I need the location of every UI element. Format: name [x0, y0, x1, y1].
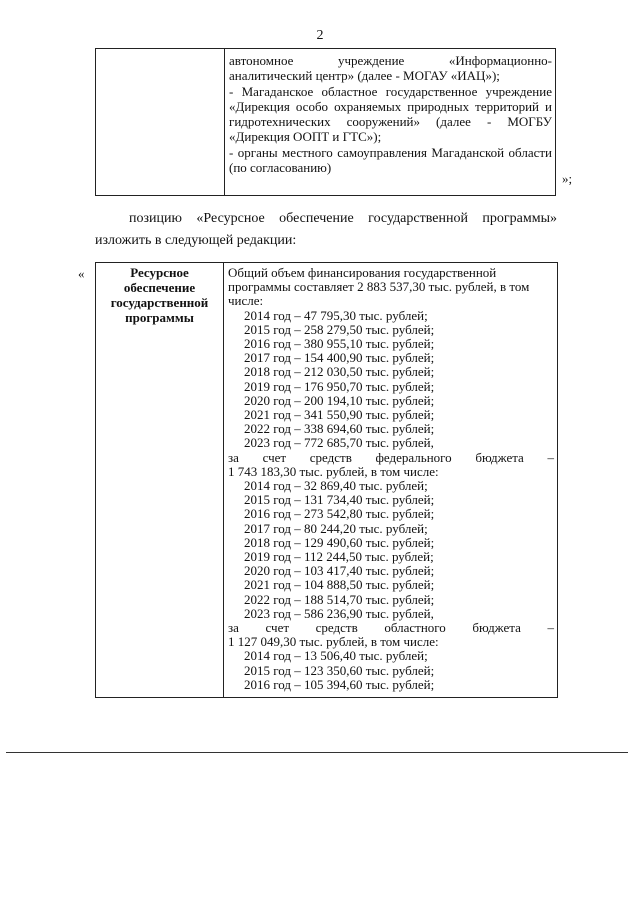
- year-amount-line: 2021 год – 104 888,50 тыс. рублей;: [244, 577, 435, 593]
- instruction-paragraph-line1: позицию «Ресурсное обеспечение государственной программы»: [129, 211, 557, 226]
- regional-budget-total: 1 127 049,30 тыс. рублей, в том числе:: [228, 634, 439, 650]
- year-amount-line: 2014 год – 32 869,40 тыс. рублей;: [244, 478, 428, 494]
- page-number: 2: [316, 28, 324, 43]
- year-amount-line: 2017 год – 80 244,20 тыс. рублей;: [244, 520, 428, 536]
- federal-budget-total: 1 743 183,30 тыс. рублей, в том числе:: [228, 463, 439, 479]
- year-amount-line: 2022 год – 188 514,70 тыс. рублей;: [244, 591, 435, 607]
- year-amount-line: 2014 год – 47 795,30 тыс. рублей;: [244, 307, 428, 323]
- resource-table: [95, 262, 558, 698]
- closing-quote-mark: »;: [562, 171, 573, 186]
- total-by-year-list: [228, 309, 554, 451]
- regional-by-year-list: [228, 649, 554, 692]
- opening-quote-mark: «: [78, 266, 85, 281]
- year-amount-line: 2015 год – 258 279,50 тыс. рублей;: [244, 321, 435, 337]
- year-amount-line: 2019 год – 176 950,70 тыс. рублей;: [244, 378, 435, 394]
- year-amount-line: 2023 год – 772 685,70 тыс. рублей,: [244, 435, 434, 451]
- year-amount-line: 2016 год – 380 955,10 тыс. рублей;: [244, 336, 435, 352]
- year-amount-line: 2018 год – 212 030,50 тыс. рублей;: [244, 364, 435, 380]
- year-amount-line: 2023 год – 586 236,90 тыс. рублей,: [244, 605, 434, 621]
- year-amount-line: 2020 год – 103 417,40 тыс. рублей;: [244, 563, 435, 579]
- year-amount-line: 2019 год – 112 244,50 тыс. рублей;: [244, 549, 434, 565]
- year-amount-line: 2021 год – 341 550,90 тыс. рублей;: [244, 407, 435, 423]
- participant-item: - органы местного самоуправления Магаданской области (по согласованию): [229, 144, 552, 176]
- year-amount-line: 2016 год – 105 394,60 тыс. рублей;: [244, 676, 435, 692]
- year-amount-line: 2015 год – 131 734,40 тыс. рублей;: [244, 492, 435, 508]
- continuation-table: [95, 48, 556, 196]
- year-amount-line: 2017 год – 154 400,90 тыс. рублей;: [244, 350, 435, 366]
- participants-cell: [225, 49, 555, 195]
- instruction-paragraph-line2: изложить в следующей редакции:: [95, 233, 297, 248]
- year-amount-line: 2015 год – 123 350,60 тыс. рублей;: [244, 662, 435, 678]
- federal-budget-line: за счет средств федерального бюджета –: [228, 449, 554, 465]
- empty-label-cell: [96, 49, 225, 195]
- funding-intro: Общий объем финансирования государственной программы составляет 2 883 537,30 тыс. рублей, в том числе:: [228, 265, 530, 309]
- participant-item: автономное учреждение «Информационно-аналитический центр» (далее - МОГАУ «ИАЦ»);: [229, 53, 552, 84]
- participant-item: - Магаданское областное государственное учреждение «Дирекция особо охраняемых природных территорий и гидротехнических сооружений» (далее - МОГБУ «Дирекция ООПТ и ГТС»);: [229, 83, 552, 145]
- resource-content-cell: [224, 263, 557, 697]
- federal-by-year-list: [228, 479, 554, 621]
- resource-header-cell: Ресурсное обеспечение государственной программы: [96, 263, 224, 697]
- year-amount-line: 2016 год – 273 542,80 тыс. рублей;: [244, 506, 435, 522]
- year-amount-line: 2020 год – 200 194,10 тыс. рублей;: [244, 392, 435, 408]
- year-amount-line: 2018 год – 129 490,60 тыс. рублей;: [244, 534, 435, 550]
- page-divider: [6, 752, 628, 753]
- year-amount-line: 2014 год – 13 506,40 тыс. рублей;: [244, 648, 428, 664]
- year-amount-line: 2022 год – 338 694,60 тыс. рублей;: [244, 421, 435, 437]
- regional-budget-line: за счет средств областного бюджета –: [228, 620, 554, 636]
